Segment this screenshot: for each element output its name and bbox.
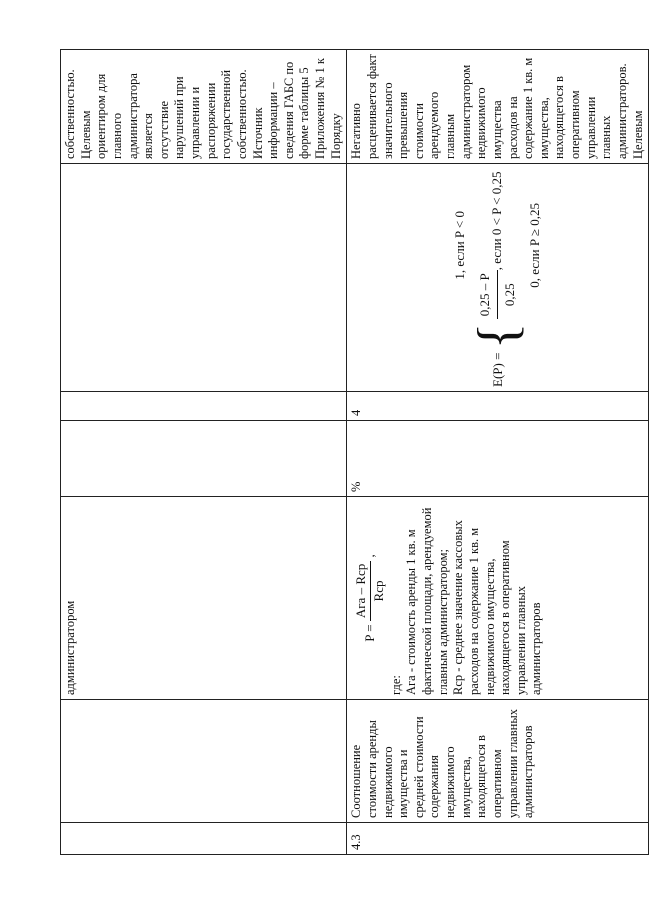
case-1: 1, если P < 0 xyxy=(451,211,467,280)
case-2-numerator: 0,25 – P xyxy=(473,270,499,319)
evaluation-lhs: E(P) = xyxy=(489,352,505,387)
indicator-name: Соотношение стоимости аренды недвижимого имущества и средней стоимости содержания недвижимого имущества, находящегося в оперативном управлении главных администраторов xyxy=(349,709,536,818)
cell-row-number xyxy=(347,823,649,855)
cell-calculation xyxy=(347,497,649,700)
cell-measure-cont xyxy=(61,497,347,700)
table-row-4-3 xyxy=(347,50,649,855)
cell-weight xyxy=(347,392,649,421)
cell-indicator-name xyxy=(347,700,649,823)
case-2 xyxy=(473,171,523,319)
table-row-continuation xyxy=(61,50,347,855)
formula-denominator: Rср xyxy=(370,580,386,602)
left-brace-glyph: { xyxy=(466,322,529,350)
description-continuation-text: собственностью. Целевым ориентиром для главного администратора является отсутствие нарушений при управлении и распоряжении государственной собственностью. Источник информации – сведения ГАБС по форме таблицы 5 Приложения № 1 к Порядку xyxy=(63,58,343,159)
measure-continuation-text: администратором xyxy=(63,600,77,695)
cell-description-cont xyxy=(61,50,347,164)
case-2-denominator: 0,25 xyxy=(502,283,518,307)
evaluation-formula xyxy=(448,168,548,387)
rotated-table-sheet xyxy=(60,50,645,855)
row-number: 4.3 xyxy=(349,834,364,850)
weight-value: 4 xyxy=(349,409,364,416)
case-2-condition: , если 0 < P < 0,25 xyxy=(489,171,505,271)
where-aga: Aга - стоимость аренды 1 кв. м фактической площади, арендуемой главным администратором; xyxy=(404,507,450,695)
cell-description xyxy=(347,50,649,164)
description-text: Негативно расценивается факт значительного превышения стоимости арендуемого главным администратором недвижимого имущества расходов на содержание 1 кв. м имущества, находящегося в оперативном управлении главных администраторов. Целевым xyxy=(349,54,645,159)
case-3: 0, если P ≥ 0,25 xyxy=(526,202,542,288)
formula-fraction xyxy=(353,561,387,621)
formula-p xyxy=(353,501,387,695)
cell-evaluation xyxy=(347,164,649,392)
formula-numerator: Aга – Rср xyxy=(353,561,370,621)
formula-lhs: P = xyxy=(361,624,377,642)
cell-unit xyxy=(347,421,649,497)
evaluation-cases xyxy=(448,171,548,319)
cell-number-cont xyxy=(61,823,347,855)
cell-evaluation-cont xyxy=(61,164,347,392)
where-label: где: xyxy=(388,675,403,695)
cell-unit-cont xyxy=(61,421,347,497)
cell-weight-cont xyxy=(61,392,347,421)
where-rcp: Rср - среднее значение кассовых расходов на содержание 1 кв. м недвижимого имущества, находящегося в оперативном управлении главных администраторов xyxy=(451,520,544,695)
indicators-table xyxy=(60,49,649,855)
unit-value: % xyxy=(349,481,364,492)
case-2-fraction xyxy=(473,270,523,319)
cell-name-cont xyxy=(61,700,347,823)
formula-tail: , xyxy=(361,554,377,558)
